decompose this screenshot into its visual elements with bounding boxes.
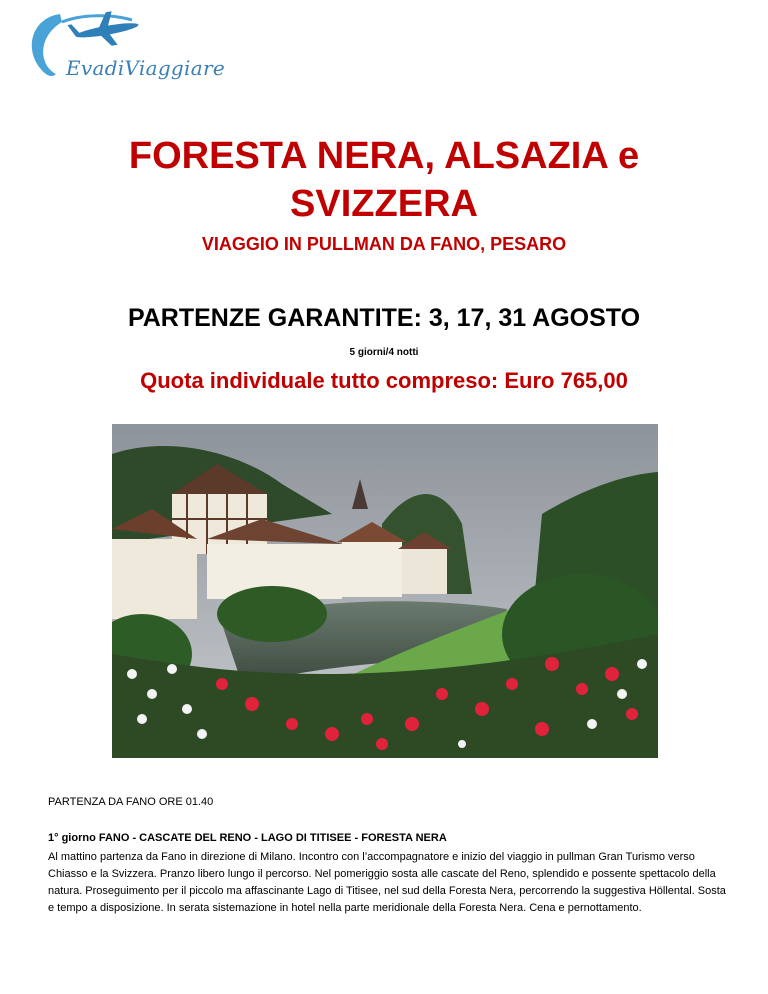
price-line: Quota individuale tutto compreso: Euro 765,00 — [140, 368, 628, 393]
departure-dates: PARTENZE GARANTITE: 3, 17, 31 AGOSTO — [127, 304, 641, 332]
trip-duration: 5 giorni/4 notti — [349, 347, 419, 358]
logo-wordmark: EvadiViaggiare — [66, 56, 225, 80]
village-river-photo — [112, 424, 658, 758]
page-subtitle: VIAGGIO IN PULLMAN DA FANO, PESARO — [201, 234, 567, 254]
title-line-2: SVIZZERA — [290, 183, 478, 225]
day-1-description: Al mattino partenza da Fano in direzione di Milano. Incontro con l’accompagnatore e inizio del viaggio in pullman Gran Turismo verso Chiasso e la Svizzera. Pranzo libero lungo il percorso. Nel pomeriggio sosta alle cascate del Reno, splendido e possente spettacolo della natura. Proseguimento per il piccolo ma affascinante Lago di Titisee, nel sud della Foresta Nera, percorrendo la suggestiva Höllental. Sosta e tempo a disposizione. In serata sistemazione in hotel nella parte meridionale della Foresta Nera. Cena e pernottamento. — [48, 851, 726, 914]
title-line-1: FORESTA NERA, ALSAZIA e — [128, 135, 640, 177]
page-title — [0, 132, 768, 228]
departure-time: PARTENZA DA FANO ORE 01.40 — [48, 796, 214, 808]
day-1-title: 1° giorno FANO - CASCATE DEL RENO - LAGO DI TITISEE - FORESTA NERA — [48, 832, 447, 844]
brand-logo — [22, 8, 232, 86]
